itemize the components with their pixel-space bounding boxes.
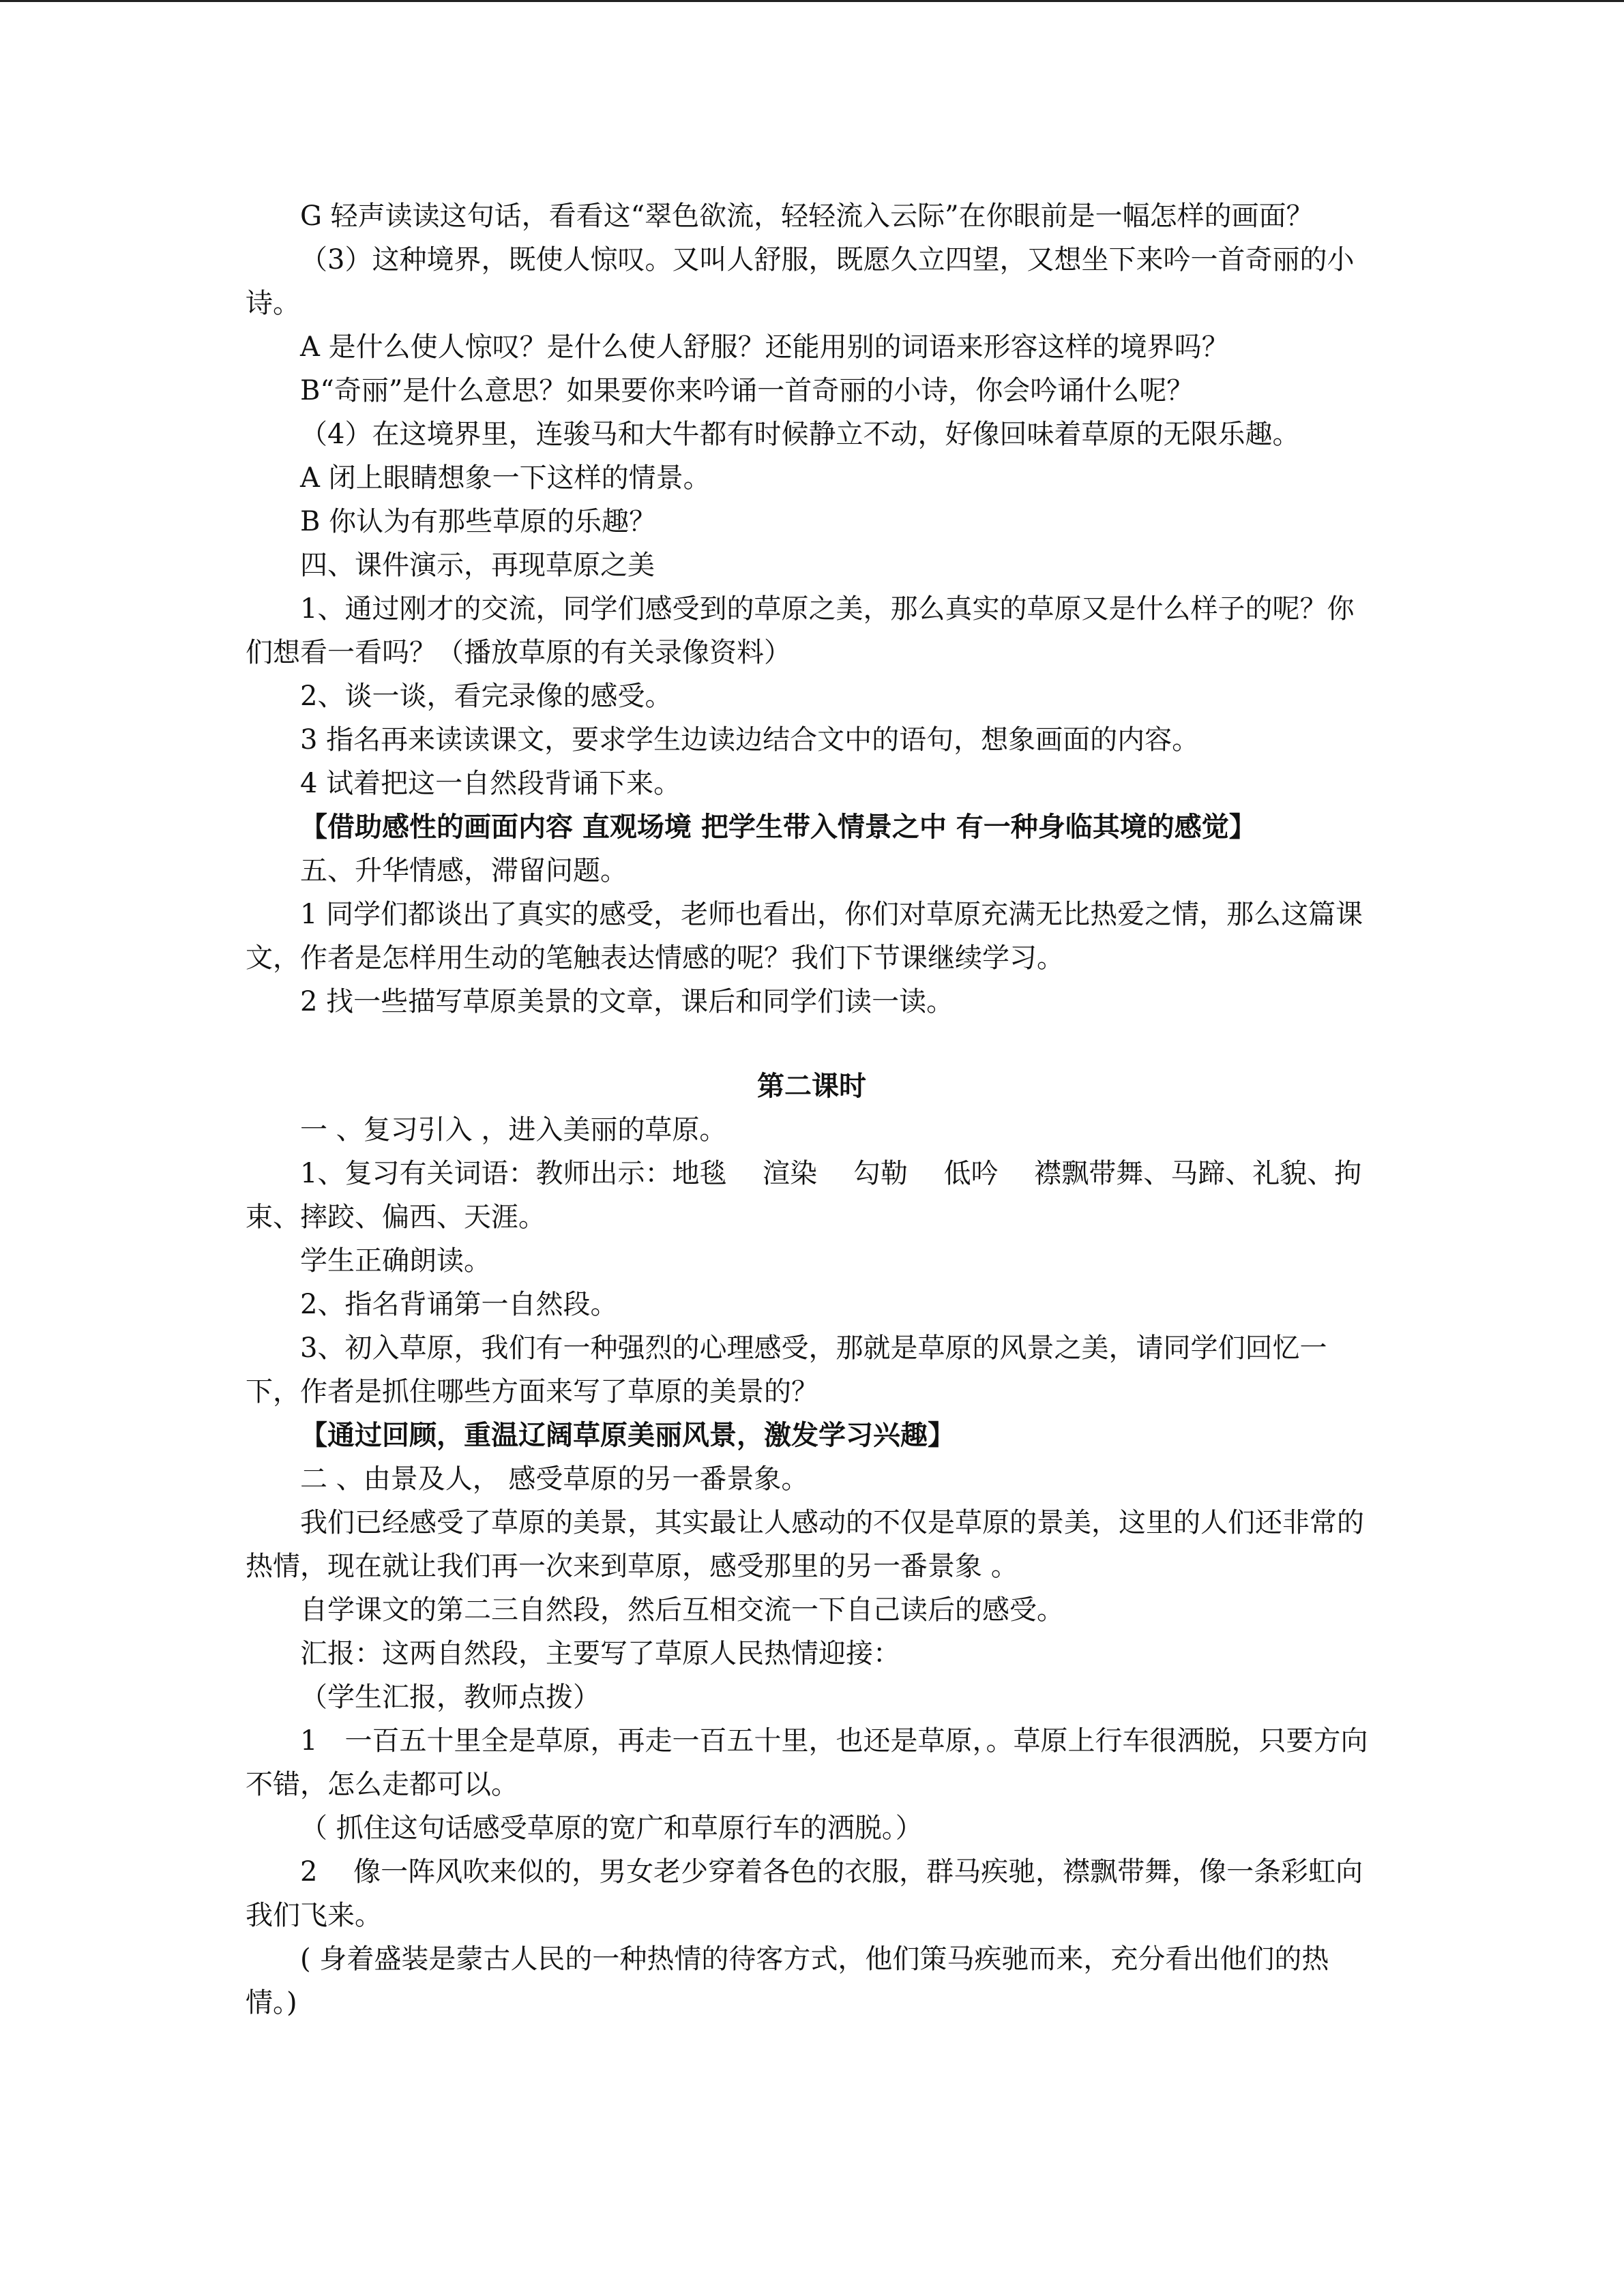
paragraph: 4 试着把这一自然段背诵下来。 (300, 768, 681, 799)
paragraph: （学生汇报，教师点拨） (300, 1682, 600, 1713)
paragraph: 1 同学们都谈出了真实的感受，老师也看出，你们对草原充满无比热爱之情，那么这篇课文，作者是怎样用生动的笔触表达情感的呢？我们下节课继续学习。 (246, 899, 1363, 974)
design-note: 【通过回顾，重温辽阔草原美丽风景，激发学习兴趣】 (300, 1419, 955, 1451)
paragraph: 汇报：这两自然段，主要写了草原人民热情迎接： (300, 1638, 900, 1669)
paragraph: 1 一百五十里全是草原，再走一百五十里，也还是草原，。草原上行车很洒脱，只要方向不错，怎么走都可以。 (246, 1725, 1368, 1800)
paragraph: ( 身着盛装是蒙古人民的一种热情的待客方式，他们策马疾驰而来，充分看出他们的热情。) (246, 1943, 1329, 2018)
paragraph: （3）这种境界，既使人惊叹。又叫人舒服，既愿久立四望，又想坐下来吟一首奇丽的小诗。 (246, 244, 1355, 319)
paragraph: B 你认为有那些草原的乐趣？ (300, 506, 657, 537)
document-page (246, 194, 1378, 2025)
design-note: 【借助感性的画面内容 直观场境 把学生带入情景之中 有一种身临其境的感觉】 (300, 811, 1256, 843)
paragraph: （4）在这境界里，连骏马和大牛都有时候静立不动，好像回味着草原的无限乐趣。 (300, 419, 1300, 450)
paragraph: A 是什么使人惊叹？是什么使人舒服？还能用别的词语来形容这样的境界吗？ (300, 331, 1229, 363)
paragraph: 3、初入草原，我们有一种强烈的心理感受，那就是草原的风景之美，请同学们回忆一下，作者是抓住哪些方面来写了草原的美景的？ (246, 1332, 1327, 1407)
paragraph: 1、通过刚才的交流，同学们感受到的草原之美，那么真实的草原又是什么样子的呢？你们想看一看吗？（播放草原的有关录像资料） (246, 593, 1355, 668)
paragraph: 学生正确朗读。 (300, 1245, 491, 1277)
paragraph: （ 抓住这句话感受草原的宽广和草原行车的洒脱。） (300, 1813, 923, 1844)
paragraph: 2 像一阵风吹来似的，男女老少穿着各色的衣服，群马疾驰，襟飘带舞，像一条彩虹向我们飞来。 (246, 1856, 1363, 1931)
paragraph: 2、谈一谈，看完录像的感受。 (300, 681, 673, 712)
section-heading: 二 、由景及人， 感受草原的另一番景象。 (300, 1463, 809, 1495)
paragraph: B“奇丽”是什么意思？如果要你来吟诵一首奇丽的小诗，你会吟诵什么呢？ (300, 375, 1194, 406)
lesson-two-title: 第二课时 (757, 1071, 866, 1102)
paragraph: 2、指名背诵第一自然段。 (300, 1289, 618, 1320)
paragraph: 我们已经感受了草原的美景，其实最让人感动的不仅是草原的景美，这里的人们还非常的热情，现在就让我们再一次来到草原，感受那里的另一番景象 。 (246, 1507, 1364, 1582)
page-top-border (0, 0, 1624, 2)
paragraph: 1、复习有关词语：教师出示：地毯 渲染 勾勒 低吟 襟飘带舞、马蹄、礼貌、拘束、摔跤、偏西、天涯。 (246, 1158, 1362, 1233)
paragraph: A 闭上眼睛想象一下这样的情景。 (300, 462, 711, 494)
paragraph: 自学课文的第二三自然段，然后互相交流一下自己读后的感受。 (300, 1594, 1064, 1626)
paragraph: 2 找一些描写草原美景的文章，课后和同学们读一读。 (300, 986, 954, 1017)
paragraph: G 轻声读读这句话，看看这“翠色欲流，轻轻流入云际”在你眼前是一幅怎样的画面？ (300, 200, 1314, 232)
section-heading: 四、课件演示，再现草原之美 (300, 550, 655, 581)
paragraph: 3 指名再来读读课文，要求学生边读边结合文中的语句，想象画面的内容。 (300, 724, 1200, 756)
section-heading: 五、升华情感，滞留问题。 (300, 855, 628, 886)
section-heading: 一 、复习引入 ，进入美丽的草原。 (300, 1114, 727, 1146)
